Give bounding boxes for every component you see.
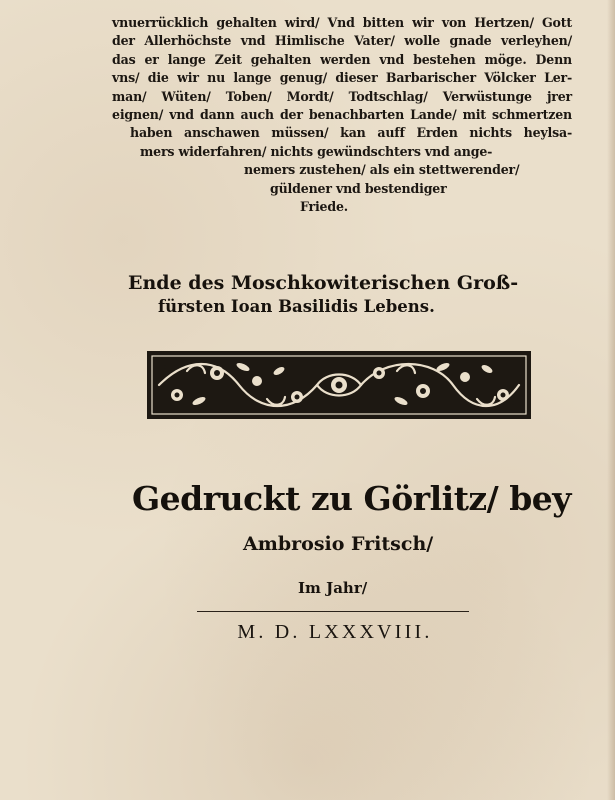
text-line-5: man/ Wüten/ Toben/ Mordt/ Todtschlag/ Verwüstunge jrer xyxy=(112,88,572,104)
imprint-printer-name: Ambrosio Fritsch/ xyxy=(243,533,434,555)
text-line-8: mers widerfahren/ nichts gewündschters vnd ange- xyxy=(140,143,493,159)
end-heading-line-2: fürsten Ioan Basilidis Lebens. xyxy=(158,297,435,316)
text-line-1: vnuerrücklich gehalten wird/ Vnd bitten wir von Hertzen/ Gott xyxy=(112,15,572,30)
end-heading xyxy=(128,271,568,319)
imprint-year-label: Im Jahr/ xyxy=(298,579,368,597)
text-line-3: das er lange Zeit gehalten werden vnd bestehen möge. Denn xyxy=(112,51,572,67)
publication-year: M. D. LXXXVIII. xyxy=(237,621,433,643)
text-line-11: Friede. xyxy=(300,199,348,215)
text-line-10: güldener vnd bestendiger xyxy=(270,180,447,196)
text-line-2: der Allerhöchste vnd Himlische Vater/ wolle gnade verleyhen/ xyxy=(112,33,572,49)
text-line-4: vns/ die wir nu lange genug/ dieser Barbarischer Völcker Ler- xyxy=(112,70,572,86)
text-line-9: nemers zustehen/ als ein stettwerender/ xyxy=(244,162,520,178)
floral-vine-ornament-icon xyxy=(147,351,531,419)
text-line-7: haben anschawen müssen/ kan auff Erden nichts heylsa- xyxy=(130,125,572,141)
end-heading-line-1: Ende des Moschkowiterischen Groß- xyxy=(128,272,519,294)
divider-rule xyxy=(197,611,469,612)
body-text-block xyxy=(112,14,572,216)
text-line-6: eignen/ vnd dann auch der benachbarten Lande/ mit schmertzen xyxy=(112,107,572,123)
imprint-printer-line: Gedruckt zu Görlitz/ bey xyxy=(132,479,571,518)
